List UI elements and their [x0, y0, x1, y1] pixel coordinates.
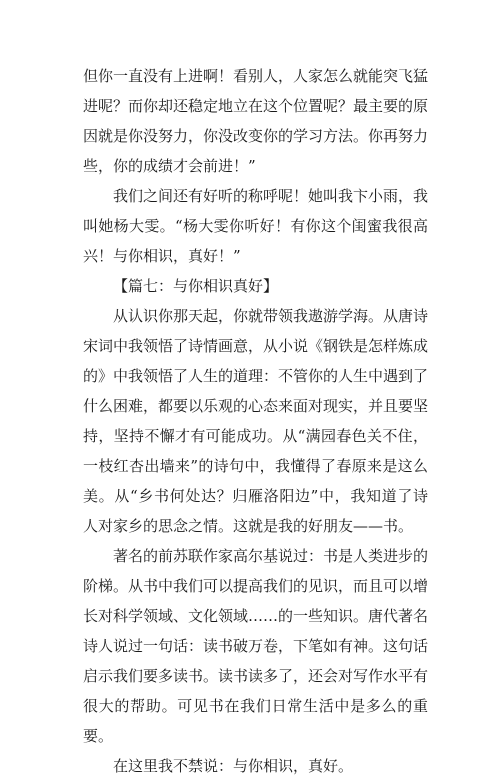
- section-heading: 【篇七：与你相识真好】: [113, 277, 279, 295]
- paragraph-closing: 在这里我不禁说：与你相识，真好。: [113, 757, 354, 775]
- paragraph-books-friend: 从认识你那天起，你就带领我遨游学海。从唐诗宋词中我领悟了诗情画意，从小说《钢铁是怎样炼成的》中我领悟了人生的道理：不管你的人生中遇到了什么困难，都要以乐观的心态来面对现实，并且要坚持，坚持不懈才有可能成功。从“满园春色关不住，一枝红杏出墙来”的诗句中，我懂得了春原来是这么美。从“乡书何处达？归雁洛阳边”中，我知道了诗人对家乡的思念之情。这就是我的好朋友——书。: [83, 307, 429, 535]
- paragraph-gorky-quote: 著名的前苏联作家高尔基说过：书是人类进步的阶梯。从书中我们可以提高我们的见识，而且可以增长对科学领域、文化领域……的一些知识。唐代著名诗人说过一句话：读书破万卷，下笔如有神。这句话启示我们要多读书。读书读多了，还会对写作水平有很大的帮助。可见书在我们日常生活中是多么的重要。: [83, 547, 429, 745]
- paragraph-continued-dialogue: 但你一直没有上进啊！看别人，人家怎么就能突飞猛进呢？而你却还稳定地立在这个位置呢？最主要的原因就是你没努力，你没改变你的学习方法。你再努力些，你的成绩才会前进！”: [83, 67, 429, 175]
- document-body: [83, 61, 428, 781]
- paragraph-nicknames: 我们之间还有好听的称呼呢！她叫我卞小雨，我叫她杨大雯。“杨大雯你听好！有你这个闺蜜我很高兴！与你相识，真好！”: [83, 187, 429, 265]
